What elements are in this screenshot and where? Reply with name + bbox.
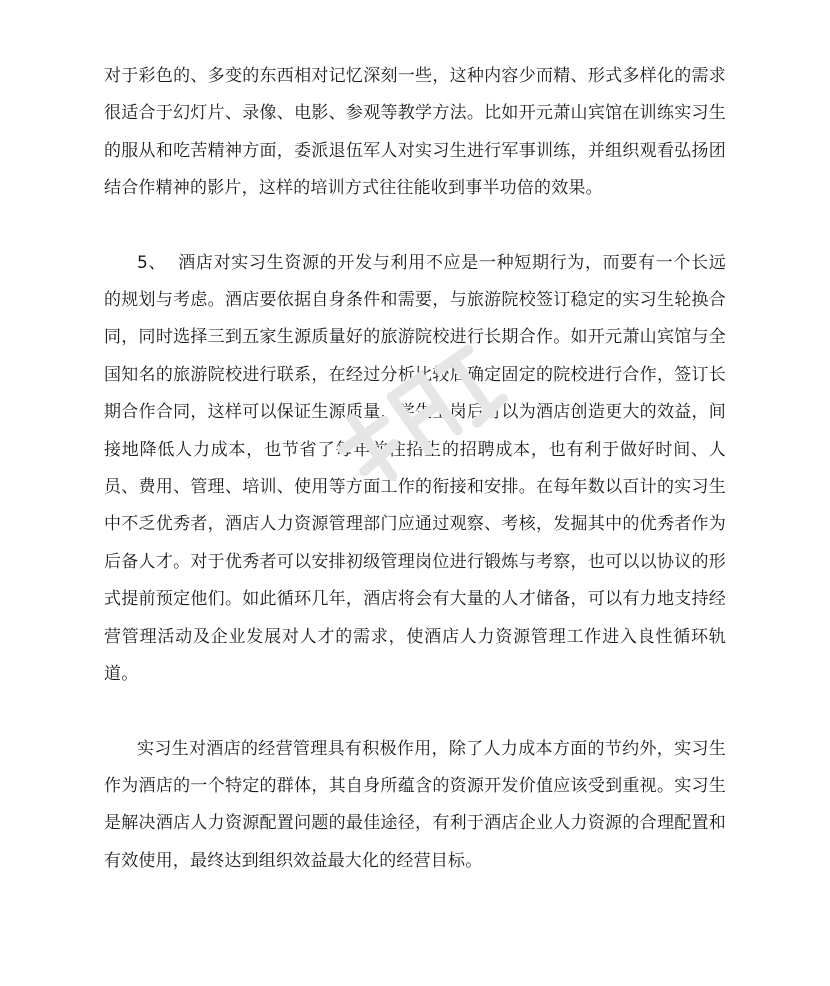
- paragraph-2: [104, 245, 726, 694]
- paragraph-3: [104, 731, 726, 881]
- paragraph-3-text: 实习生对酒店的经营管理具有积极作用，除了人力成本方面的节约外，实习生作为酒店的一个特定的群体，其自身所蕴含的资源开发价值应该受到重视。实习生是解决酒店人力资源配置问题的最佳途径，有利于酒店企业人力资源的合理配置和有效使用，最终达到组织效益最大化的经营目标。: [104, 738, 726, 871]
- paragraph-1: [104, 58, 726, 208]
- paragraph-1-text: 对于彩色的、多变的东西相对记忆深刻一些，这种内容少而精、形式多样化的需求很适合于幻灯片、录像、电影、参观等教学方法。比如开元萧山宾馆在训练实习生的服从和吃苦精神方面，委派退伍军人对实习生进行军事训练，并组织观看弘扬团结合作精神的影片，这样的培训方式往往能收到事半功倍的效果。: [104, 66, 726, 199]
- document-page: [104, 58, 726, 880]
- paragraph-2-text: 酒店对实习生资源的开发与利用不应是一种短期行为，而要有一个长远的规划与考虑。酒店要依据自身条件和需要，与旅游院校签订稳定的实习生轮换合同，同时选择三到五家生源质量好的旅游院校进行长期合作。如开元萧山宾馆与全国知名的旅游院校进行联系，在经过分析比较后确定固定的院校进行合作，签订长期合作合同，这样可以保证生源质量，学生上岗后可以为酒店创造更大的效益，间接地降低人力成本，也节省了每年前往招生的招聘成本，也有利于做好时间、人员、费用、管理、培训、使用等方面工作的衔接和安排。在每年数以百计的实习生中不乏优秀者，酒店人力资源管理部门应通过观察、考核，发掘其中的优秀者作为后备人才。对于优秀者可以安排初级管理岗位进行锻炼与考察，也可以以协议的形式提前预定他们。如此循环几年，酒店将会有大量的人才储备，可以有力地支持经营管理活动及企业发展对人才的需求，使酒店人力资源管理工作进入良性循环轨道。: [104, 252, 727, 685]
- paragraph-2-number: 5、: [137, 252, 167, 273]
